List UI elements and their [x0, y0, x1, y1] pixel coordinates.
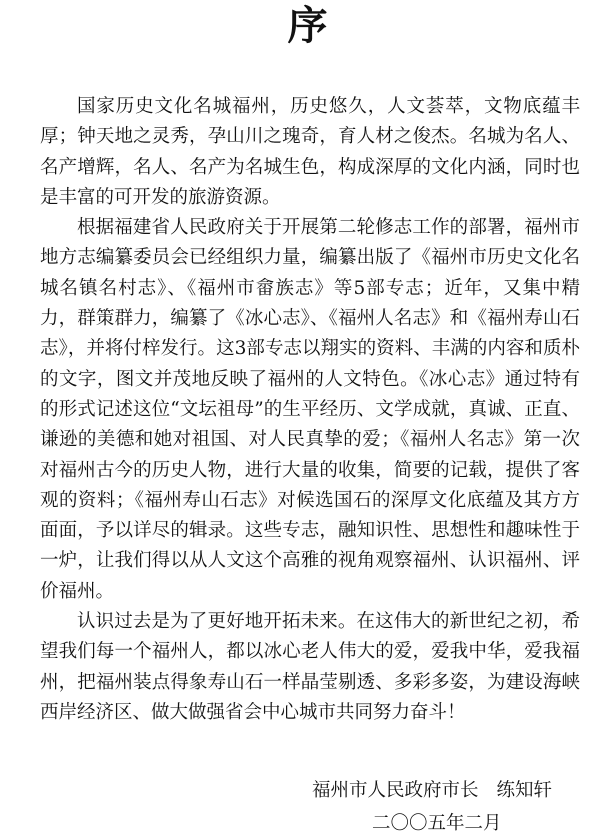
signatory-position: 福州市人民政府市长: [312, 780, 479, 801]
signature-line: [312, 779, 552, 803]
paragraph-2: 根据福建省人民政府关于开展第二轮修志工作的部署，福州市地方志编纂委员会已经组织力量，编纂出版了《福州市历史文化名城名镇名村志》、《福州市畲族志》等5部专志；近年，又集中精力，群策群力，编纂了《冰心志》、《福州人名志》和《福州寿山石志》，并将付梓发行。这3部专志以翔实的资料、丰满的内容和质朴的文字，图文并茂地反映了福州的人文特色。《冰心志》通过特有的形式记述这位“文坛祖母”的生平经历、文学成就，真诚、正直、谦逊的美德和她对祖国、对人民真挚的爱；《福州人名志》第一次对福州古今的历史人物，进行大量的收集，简要的记载，提供了客观的资料；《福州寿山石志》对候选国石的深厚文化底蕴及其方方面面，予以详尽的辑录。这些专志，融知识性、思想性和趣味性于一炉，让我们得以从人文这个高雅的视角观察福州、认识福州、评价福州。: [40, 217, 580, 602]
page-title: 序: [287, 2, 328, 49]
paragraph-3: 认识过去是为了更好地开拓未来。在这伟大的新世纪之初，希望我们每一个福州人，都以冰心老人伟大的爱，爱我中华，爱我福州，把福州装点得象寿山石一样晶莹剔透、多彩多姿，为建设海峡西岸经济区、做大做强省会中心城市共同努力奋斗！: [40, 611, 580, 723]
signatory-name: 练知轩: [496, 780, 553, 801]
preface-body: [40, 92, 580, 728]
paragraph-1: 国家历史文化名城福州，历史悠久，人文荟萃，文物底蕴丰厚；钟天地之灵秀，孕山川之瑰奇，育人材之俊杰。名城为名人、名产增辉，名人、名产为名城生色，构成深厚的文化内涵，同时也是丰富的可开发的旅游资源。: [40, 96, 580, 208]
signature-date: 二〇〇五年二月: [372, 813, 502, 834]
